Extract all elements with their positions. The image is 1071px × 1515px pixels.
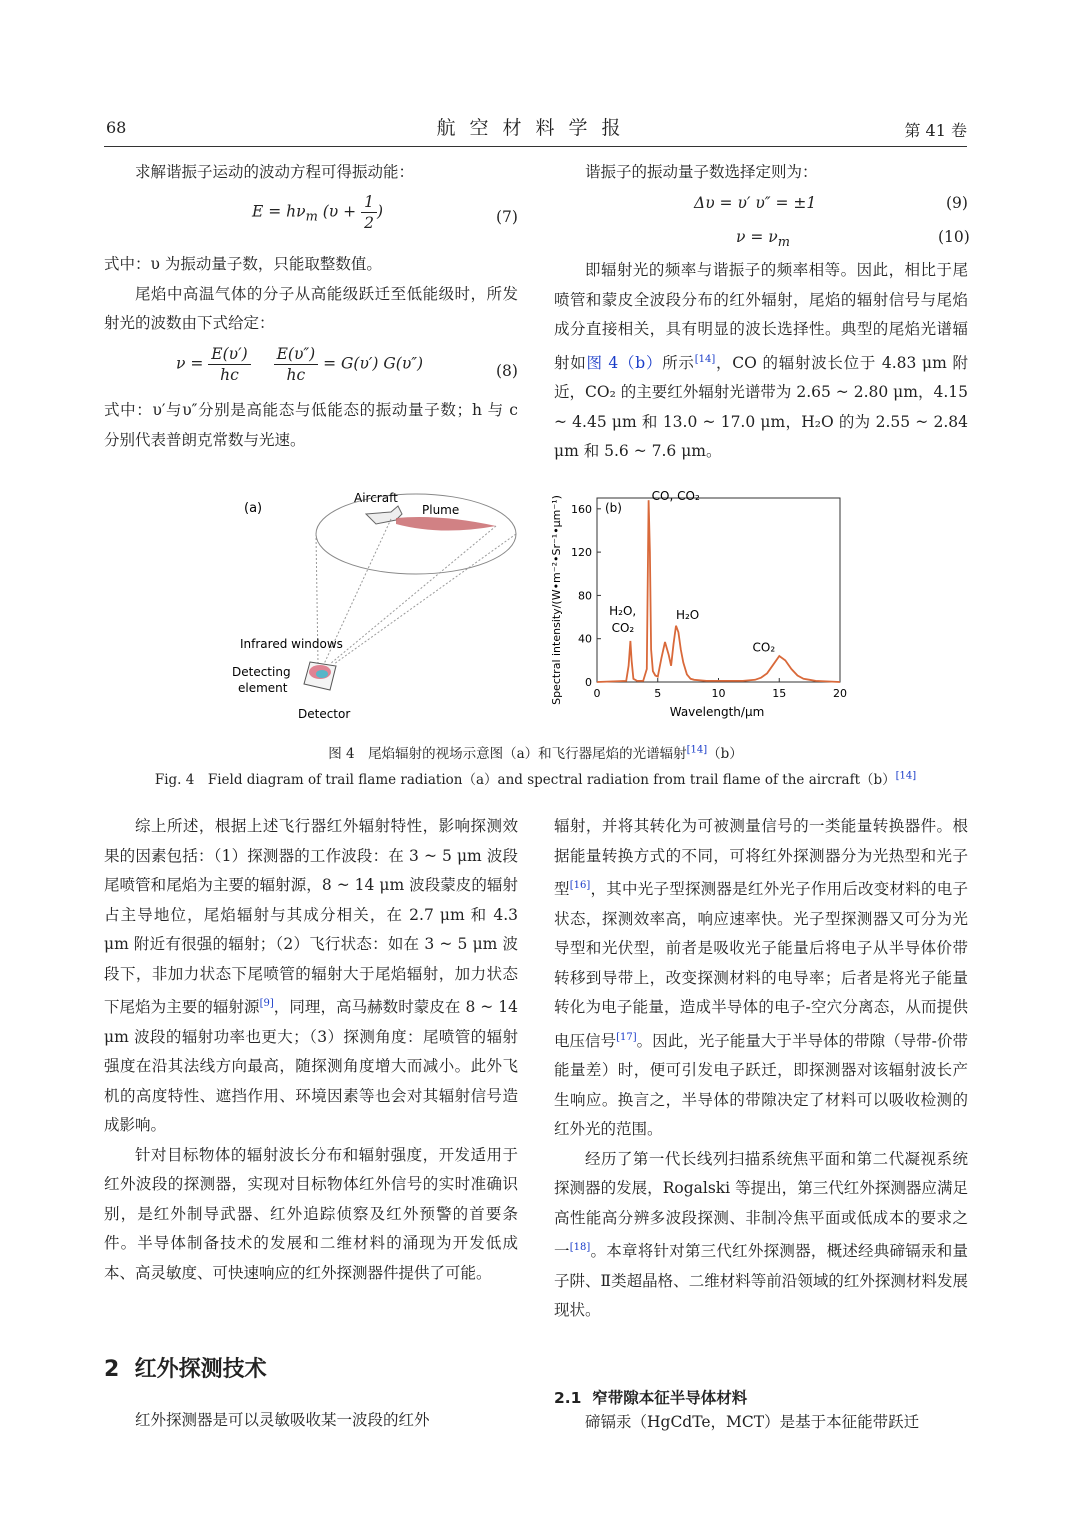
citation-link[interactable]: [16] (569, 880, 591, 891)
citation-link[interactable]: [17] (616, 1031, 637, 1043)
paragraph: 式中：υ 为振动量子数，只能取整数值。 (104, 255, 382, 273)
figure-link[interactable]: 图 4（b） (586, 353, 663, 372)
left-col-top (104, 158, 518, 188)
equation-number: (10) (938, 228, 970, 246)
x-tick-label: 10 (711, 687, 726, 700)
y-tick-label: 120 (571, 546, 592, 560)
paragraph: 经历了第一代长线列扫描系统焦平面和第二代凝视系统探测器的发展，Rogalski 等提出，第三代红外探测器应满足高性能高分辨多波段探测、非制冷焦平面或低成本的要求之一[18]。本章将针对第三代红外探测器，概述经典碲镉汞和量子阱、Ⅱ类超晶格、二维材料等前沿领域的红外探测材料发展现状。 (554, 1149, 968, 1320)
x-tick-label: 20 (833, 687, 847, 700)
figure-b-chart (545, 470, 850, 720)
paragraph: 红外探测器是可以灵敏吸收某一波段的红外 (135, 1411, 430, 1429)
svg-text:element: element (238, 681, 288, 695)
figure-a-diagram (226, 484, 546, 724)
x-tick-label: 15 (772, 687, 787, 700)
equation-number: (7) (496, 208, 518, 226)
svg-text:Detecting: Detecting (232, 665, 291, 679)
svg-text:Infrared windows: Infrared windows (240, 637, 343, 651)
citation-link[interactable]: [9] (259, 998, 274, 1009)
equation-number: (8) (496, 362, 518, 380)
svg-text:Aircraft: Aircraft (354, 491, 398, 505)
left-col-mid2 (104, 396, 518, 455)
header-rule (104, 146, 967, 147)
caption-cn: 图 4 尾焰辐射的视场示意图（a）和飞行器尾焰的光谱辐射[14]（b） (328, 744, 743, 762)
section-heading: 2 红外探测技术 (104, 1357, 267, 1382)
equation-8: ν = $\frac{E(\upsilon')}{hc}$ $\frac{E(\upsilon'')}{hc}$ = G(υ′) G(υ″) (176, 345, 424, 384)
y-tick-label: 0 (585, 676, 592, 689)
paragraph: 碲镉汞（HgCdTe，MCT）是基于本征能带跃迁 (585, 1413, 920, 1431)
paragraph: 即辐射光的频率与谐振子的频率相等。因此，相比于尾喷管和蒙皮全波段分布的红外辐射，尾焰的辐射信号与尾焰成分直接相关，具有明显的波长选择性。典型的尾焰光谱辐射如图 4（b）所示[14]，CO 的辐射波长位于 4.83 μm 附近，CO₂ 的主要红外辐射光谱带为 2.65 ~ 2.80 μm，4.15 ~ 4.45 μm 和 13.0 ~ 17.0 μm，H₂O 的为 2.55 ~ 2.84 μm 和 5.6 ~ 7.6 μm。 (554, 261, 968, 461)
chart-annotation: H₂O (675, 608, 700, 623)
right-col-bottom (554, 812, 968, 1326)
y-tick-label: 160 (571, 502, 592, 516)
svg-text:Plume: Plume (422, 503, 460, 517)
citation-link[interactable]: [14] (694, 353, 716, 365)
y-tick-label: 80 (578, 589, 592, 603)
volume-label: 第 41 卷 (904, 121, 967, 140)
panel-label: (a) (244, 501, 263, 516)
paragraph: 求解谐振子运动的波动方程可得振动能： (135, 163, 415, 181)
y-axis-label: Spectral intensity/(W•m⁻²•Sr⁻¹•μm⁻¹) (550, 495, 563, 705)
x-axis-label: Wavelength/μm (669, 705, 765, 719)
subsection-heading: 2.1 窄带隙本征半导体材料 (554, 1389, 748, 1407)
paragraph: 针对目标物体的辐射波长分布和辐射强度，开发适用于红外波段的探测器，实现对目标物体红外信号的实时准确识别，是红外制导武器、红外追踪侦察及红外预警的首要条件。半导体制备技术的发展和二维材料的涌现为开发低成本、高灵敏度、可快速响应的红外探测器件提供了可能。 (104, 1145, 518, 1282)
x-tick-label: 5 (654, 687, 662, 700)
paragraph: 式中：υ′与υ″分别是高能态与低能态的振动量子数；h 与 c 分别代表普朗克常数与光速。 (104, 401, 518, 449)
x-tick-label: 0 (593, 687, 601, 700)
y-tick-label: 40 (578, 632, 592, 646)
plume-shape (396, 517, 496, 531)
equation-9: Δυ = υ′ υ″ = ±1 (694, 194, 817, 212)
right-col-top (554, 158, 968, 188)
svg-text:Detector: Detector (298, 707, 351, 721)
paragraph: 辐射，并将其转化为可被测量信号的一类能量转换器件。根据能量转换方式的不同，可将红外探测器分为光热型和光子型[16]，其中光子型探测器是红外光子作用后改变材料的电子状态，探测效率高，响应速率快。光子型探测器又可分为光导型和光伏型，前者是吸收光子能量后将电子从半导体价带转移到导带上，改变探测材料的电导率；后者是将光子能量转化为电子能量，造成半导体的电子-空穴分离态，从而提供电压信号[17]。因此，光子能量大于半导体的带隙（导带-价带能量差）时，便可引发电子跃迁，即探测器对该辐射波长产生响应。换言之，半导体的带隙决定了材料可以吸收检测的红外光的范围。 (554, 817, 968, 1139)
panel-label: (b) (605, 501, 622, 515)
equation-10: $\nu = \nu_m$ (736, 228, 790, 251)
caption-en: Fig. 4 Field diagram of trail flame radiation（a）and spectral radiation from trail flame of the aircraft（b）[14] (154, 770, 917, 788)
equation-number: (9) (946, 194, 968, 212)
plot-frame (597, 498, 840, 682)
series-line (597, 500, 840, 682)
chart-annotation: CO₂ (611, 621, 635, 636)
chart-annotation: CO₂ (752, 640, 776, 655)
paragraph: 谐振子的振动量子数选择定则为： (585, 163, 818, 181)
page-number: 68 (106, 118, 127, 137)
left-col-bottom (104, 812, 518, 1288)
chart-annotation: H₂O, (609, 603, 637, 618)
paragraph: 综上所述，根据上述飞行器红外辐射特性，影响探测效果的因素包括：（1）探测器的工作波段：在 3 ~ 5 μm 波段尾喷管和尾焰为主要的辐射源，8 ~ 14 μm 波段蒙皮的辐射占主导地位，尾焰辐射与其成分相关，在 2.7 μm 和 4.3 μm 附近有很强的辐射；（2）飞行状态：如在 3 ~ 5 μm 波段下，非加力状态下尾喷管的辐射大于尾焰辐射，加力状态下尾焰为主要的辐射源[9]，同理，高马赫数时蒙皮在 8 ~ 14 μm 波段的辐射功率也更大；（3）探测角度：尾喷管的辐射强度在沿其法线方向最高，随探测角度增大而减小。此外飞机的高度特性、遮挡作用、环境因素等也会对其辐射信号造成影响。 (104, 817, 518, 1135)
left-col-mid (104, 250, 518, 339)
citation-link[interactable]: [18] (569, 1242, 591, 1254)
journal-title: 航空材料学报 (436, 117, 635, 139)
chart-annotation: CO, CO₂ (651, 489, 700, 504)
paragraph: 尾焰中高温气体的分子从高能级跃迁至低能级时，所发射光的波数由下式给定： (104, 284, 518, 332)
equation-7: $E = h\nu_m$ (υ + $\frac{1}{2}$ ) (252, 193, 384, 232)
left-col-end (104, 1406, 518, 1436)
field-of-view-lines (316, 519, 516, 664)
right-col-end (554, 1408, 968, 1438)
right-col-mid (554, 256, 968, 467)
fraction: $\frac{1}{2}$ (361, 192, 377, 233)
